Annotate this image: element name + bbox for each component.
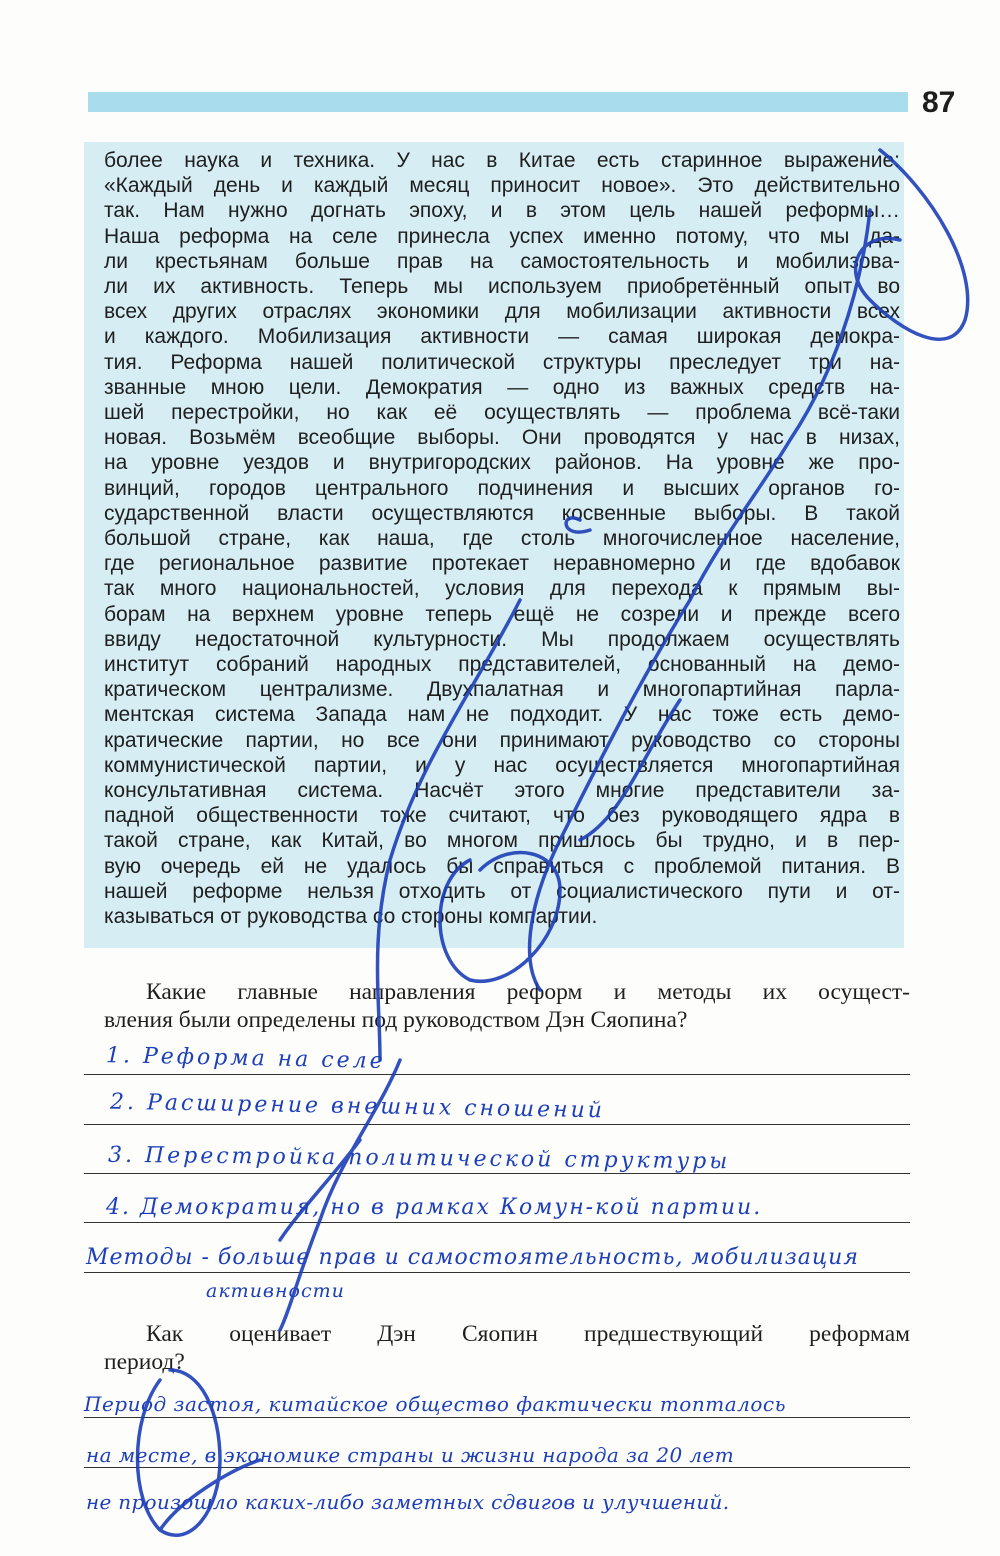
question2-line: период? [104,1349,185,1375]
question1-line: Какие главные направления реформ и методы их осущест- [146,979,910,1005]
quote-line: так. Нам нужно догнать эпоху, и в этом цель нашей реформы… [104,199,900,223]
quote-line: ввиду недостаточной культурности. Мы продолжаем осуществлять [104,627,900,651]
answer2-line-2: на месте, в экономике страны и жизни народа за 20 лет [86,1443,735,1467]
quote-line: нашей реформе нельзя отходить от социалистического пути и от- [104,879,900,903]
quote-line: и каждого. Мобилизация активности — самая широкая демокра- [104,325,900,349]
quote-line: ли их активность. Теперь мы используем приобретённый опыт во [104,275,900,299]
question1-line: вления были определены под руководством Дэн Сяопина? [104,1007,688,1033]
quote-line: винций, городов центрального подчинения и высших органов го- [104,476,900,500]
quote-line: Наша реформа на селе принесла успех именно потому, что мы да- [104,224,900,248]
question2-line: Как оценивает Дэн Сяопин предшествующий реформам [146,1321,910,1347]
quote-line: на уровне уездов и внутригородских районов. На уровне же про- [104,451,900,475]
quote-line: так много национальностей, условия для перехода к прямым вы- [104,577,900,601]
quote-line: всех других отраслях экономики для мобилизации активности всех [104,300,900,324]
quote-line: шей перестройки, но как её осуществлять — проблема всё-таки [104,401,900,425]
answer1-line-4: 4. Демократия, но в рамках Комун-кой партии. [106,1195,763,1220]
quote-line: ли крестьянам больше прав на самостоятельность и мобилизова- [104,249,900,273]
quote-line: новая. Возьмём всеобщие выборы. Они проводятся у нас в низах, [104,426,900,450]
answer1-line-6: активности [206,1280,345,1302]
quote-line: кратическом централизме. Двухпалатная и многопартийная парла- [104,678,900,702]
answer1-line-3: 3. Перестройка политической структуры [107,1142,731,1175]
quote-line: такой стране, как Китай, во многом пришлось бы трудно, и в пер- [104,829,900,853]
answer1-line-5: Методы - больше прав и самостоятельность, мобилизация [86,1245,859,1270]
quote-line: кратические партии, но все они принимают руководство со стороны [104,728,900,752]
quote-line: «Каждый день и каждый месяц приносит новое». Это действительно [104,174,900,198]
answer2-line-3: не произошло каких-либо заметных сдвигов и улучшений. [86,1490,730,1514]
quote-line: где региональное развитие протекает неравномерно и где вдобавок [104,552,900,576]
page-number: 87 [922,86,956,119]
quote-line: вую очередь ей не удалось бы справиться с проблемой питания. В [104,854,900,878]
quote-line: казываться от руководства со стороны компартии. [104,905,598,929]
answer1-line-1: 1. Реформа на селе [105,1043,386,1074]
answer1-line-2: 2. Расширение внешних сношений [109,1089,606,1124]
quote-line: большой стране, как наша, где столь многочисленное население, [104,527,900,551]
quote-line: борам на верхнем уровне теперь ещё не созрели и прежде всего [104,602,900,626]
quote-line: званные мною цели. Демократия — одно из важных средств на- [104,375,900,399]
quote-line: тия. Реформа нашей политической структуры преследует три на- [104,350,900,374]
quote-line: коммунистической партии, и у нас осуществляется многопартийная [104,753,900,777]
answer2-line-1: Период застоя, китайское общество фактически топталось [84,1392,786,1416]
quote-line: падной общественности тоже считают, что без руководящего ядра в [104,804,900,828]
quote-line: ментская система Запада нам не подходит. У нас тоже есть демо- [104,703,900,727]
quote-line: сударственной власти осуществляются косвенные выборы. В такой [104,501,900,525]
quote-line: консультативная система. Насчёт этого многие представители за- [104,779,900,803]
quote-line: институт собраний народных представителей, основанный на демо- [104,653,900,677]
quote-line: более наука и техника. У нас в Китае есть старинное выражение: [104,149,900,172]
